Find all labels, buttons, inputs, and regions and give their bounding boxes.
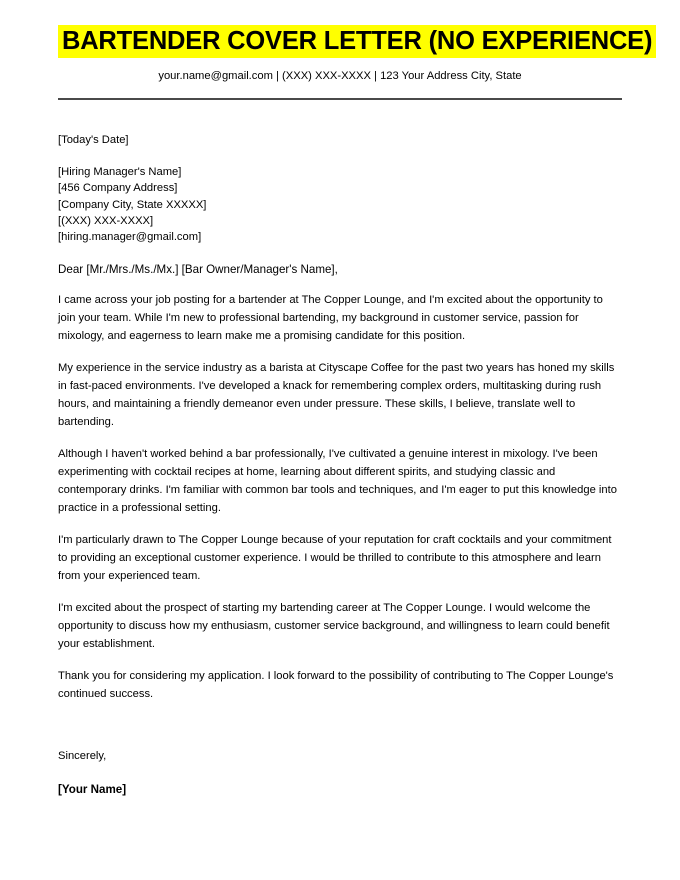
date-line: [Today's Date] [58,133,129,146]
letter-body [58,279,622,703]
body-paragraph: My experience in the service industry as a barista at Cityscape Coffee for the past two years has honed my skills in fast-paced environments. I've developed a knack for remembering complex orders, multitasking during rush hours, and maintaining a friendly demeanor even under pressure. These skills, I believe, translate well to bartending. [58,362,615,429]
recipient-line: [Company City, State XXXXX] [58,198,207,211]
recipient-line: [456 Company Address] [58,182,178,195]
contact-line: your.name@gmail.com | (XXX) XXX-XXXX | 123 Your Address City, State [158,70,522,83]
salutation-line: Dear [Mr./Mrs./Ms./Mx.] [Bar Owner/Manager's Name], [58,263,338,277]
body-paragraph: I came across your job posting for a bartender at The Copper Lounge, and I'm excited about the opportunity to join your team. While I'm new to professional bartending, my background in customer service, passion for mixology, and eagerness to learn make me a promising candidate for this position. [58,294,603,343]
recipient-line: [hiring.manager@gmail.com] [58,231,202,244]
body-paragraph: I'm particularly drawn to The Copper Lounge because of your reputation for craft cocktails and your commitment to providing an exceptional customer experience. I would be thrilled to contribute to this atmosphere and learn from your experienced team. [58,534,612,583]
closing-line: Sincerely, [58,750,107,763]
recipient-line: [Hiring Manager's Name] [58,165,182,178]
recipient-line: [(XXX) XXX-XXXX] [58,214,154,227]
body-paragraph: Although I haven't worked behind a bar professionally, I've cultivated a genuine interest in mixology. I've been experimenting with cocktail recipes at home, learning about different spirits, and studying classic and contemporary drinks. I'm familiar with common bar tools and techniques, and I'm eager to put this knowledge into practice in a professional setting. [58,448,617,515]
signature-name: [Your Name] [58,783,127,797]
header-divider [58,98,622,100]
signoff-block [58,717,622,799]
body-paragraph: I'm excited about the prospect of starting my bartending career at The Copper Lounge. I would welcome the opportunity to discuss how my enthusiasm, customer service background, and willingness to learn could benefit your establishment. [58,602,610,651]
recipient-address-block [58,148,622,245]
page-title [58,0,653,56]
body-paragraph: Thank you for considering my application. I look forward to the possibility of contributing to The Copper Lounge's continued success. [58,670,614,701]
title-highlight: BARTENDER COVER LETTER (NO EXPERIENCE) [58,25,656,58]
